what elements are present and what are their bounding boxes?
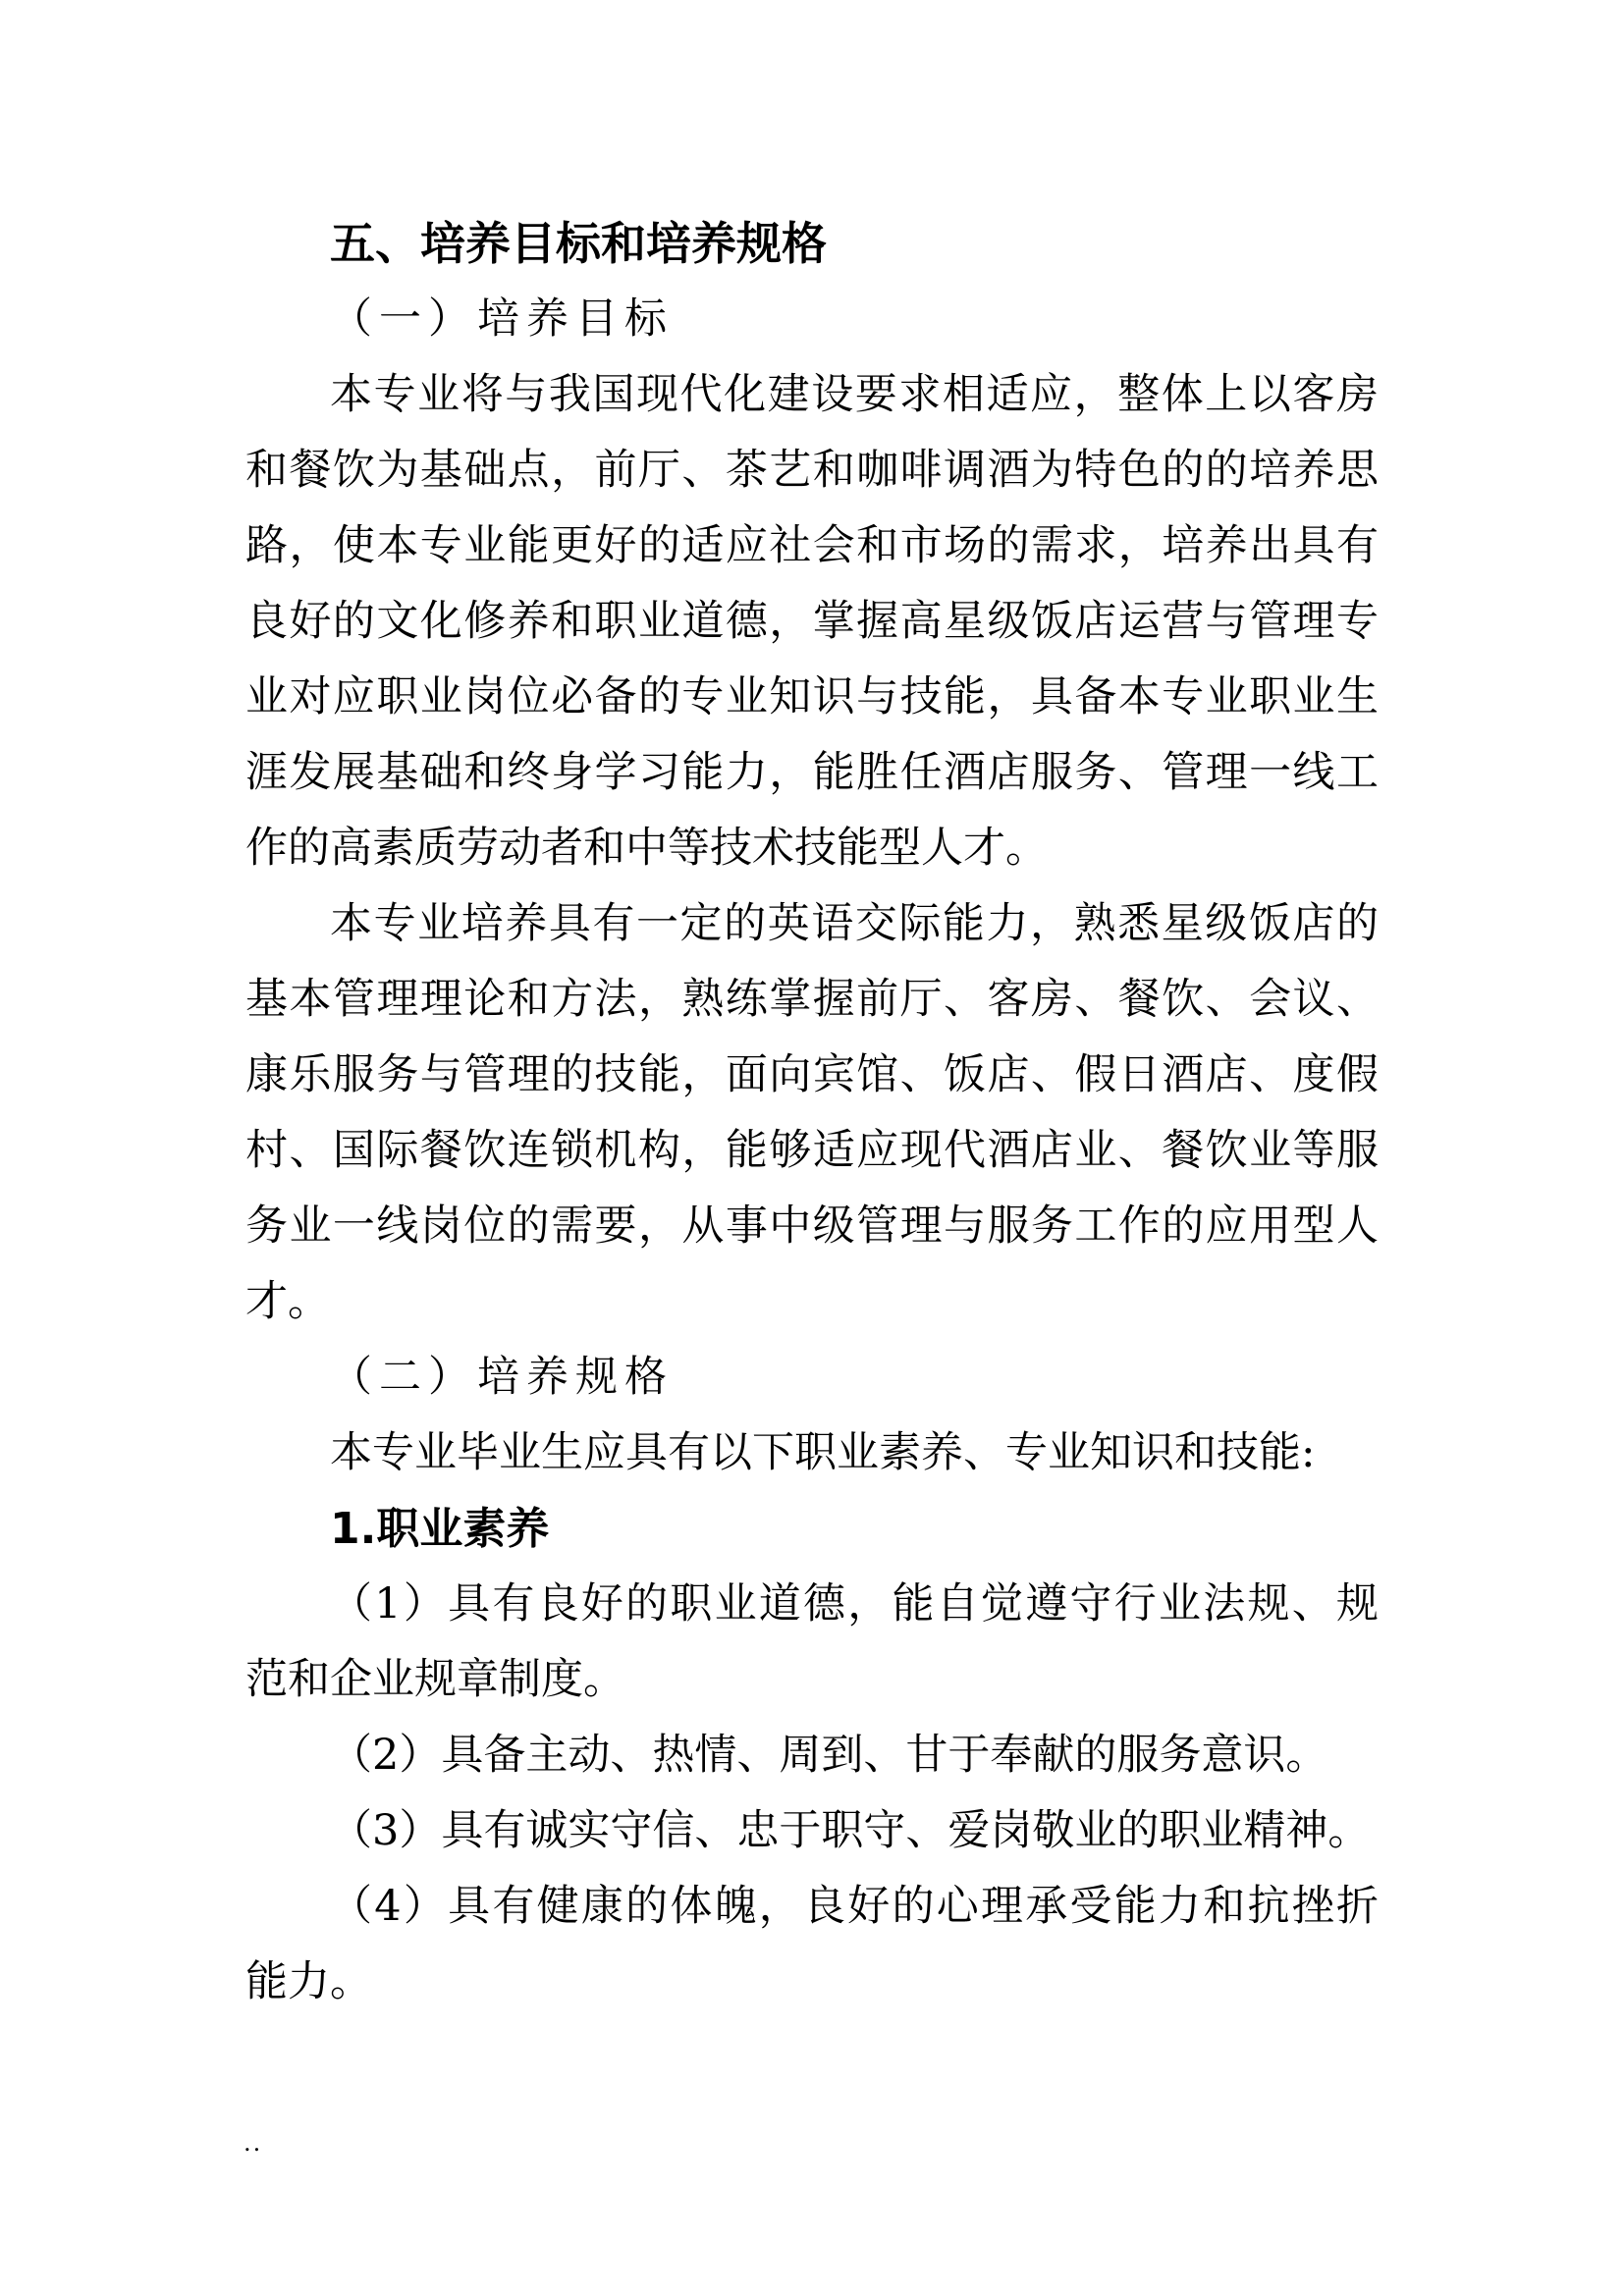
text-line: 才。: [245, 1277, 330, 1326]
paragraph: [245, 1415, 1379, 1491]
list-item: [245, 1718, 1379, 1793]
text-line: 五、培养目标和培养规格: [330, 217, 827, 270]
section-heading: [245, 206, 1379, 282]
text-line: 和餐饮为基础点，前厅、茶艺和咖啡调酒为特色的的培养思: [245, 446, 1379, 495]
paragraph: [245, 357, 1379, 886]
paragraph: [245, 886, 1379, 1340]
text-line: 路，使本专业能更好的适应社会和市场的需求，培养出具有: [245, 521, 1379, 570]
sub-heading: [245, 1340, 1379, 1415]
list-item: [245, 1869, 1379, 2020]
text-line: （一）培养目标: [330, 294, 674, 344]
text-line: （4）具有健康的体魄，良好的心理承受能力和抗挫折: [330, 1882, 1379, 1931]
document-content: [245, 206, 1379, 2020]
numbered-heading: [245, 1491, 1379, 1567]
text-line: 村、国际餐饮连锁机构，能够适应现代酒店业、餐饮业等服: [245, 1126, 1379, 1175]
list-item: [245, 1793, 1379, 1869]
text-line: 本专业毕业生应具有以下职业素养、专业知识和技能:: [330, 1428, 1316, 1477]
text-line: （二）培养规格: [330, 1353, 674, 1402]
text-line: 作的高素质劳动者和中等技术技能型人才。: [245, 824, 1048, 873]
text-line: （1）具有良好的职业道德，能自觉遵守行业法规、规: [330, 1579, 1379, 1629]
text-line: 基本管理理论和方法，熟练掌握前厅、客房、餐饮、会议、: [245, 975, 1379, 1024]
text-line: 能力。: [245, 1957, 372, 2006]
text-line: 涯发展基础和终身学习能力，能胜任酒店服务、管理一线工: [245, 748, 1379, 797]
text-line: 业对应职业岗位必备的专业知识与技能，具备本专业职业生: [245, 672, 1379, 721]
text-line: 本专业培养具有一定的英语交际能力，熟悉星级饭店的: [330, 899, 1379, 948]
text-line: 康乐服务与管理的技能，面向宾馆、饭店、假日酒店、度假: [245, 1050, 1379, 1099]
text-line: 良好的文化修养和职业道德，掌握高星级饭店运营与管理专: [245, 597, 1379, 646]
sub-heading: [245, 282, 1379, 357]
list-item: [245, 1567, 1379, 1718]
text-line: （2）具备主动、热情、周到、甘于奉献的服务意识。: [330, 1731, 1328, 1780]
text-line: 本专业将与我国现代化建设要求相适应，整体上以客房: [330, 370, 1379, 419]
text-line: 范和企业规章制度。: [245, 1655, 625, 1704]
text-line: 务业一线岗位的需要，从事中级管理与服务工作的应用型人: [245, 1201, 1379, 1251]
text-line: 1.职业素养: [330, 1504, 550, 1554]
text-line: （3）具有诚实守信、忠于职守、爱岗敬业的职业精神。: [330, 1806, 1371, 1855]
footer-stray-mark: ..: [244, 2129, 263, 2157]
